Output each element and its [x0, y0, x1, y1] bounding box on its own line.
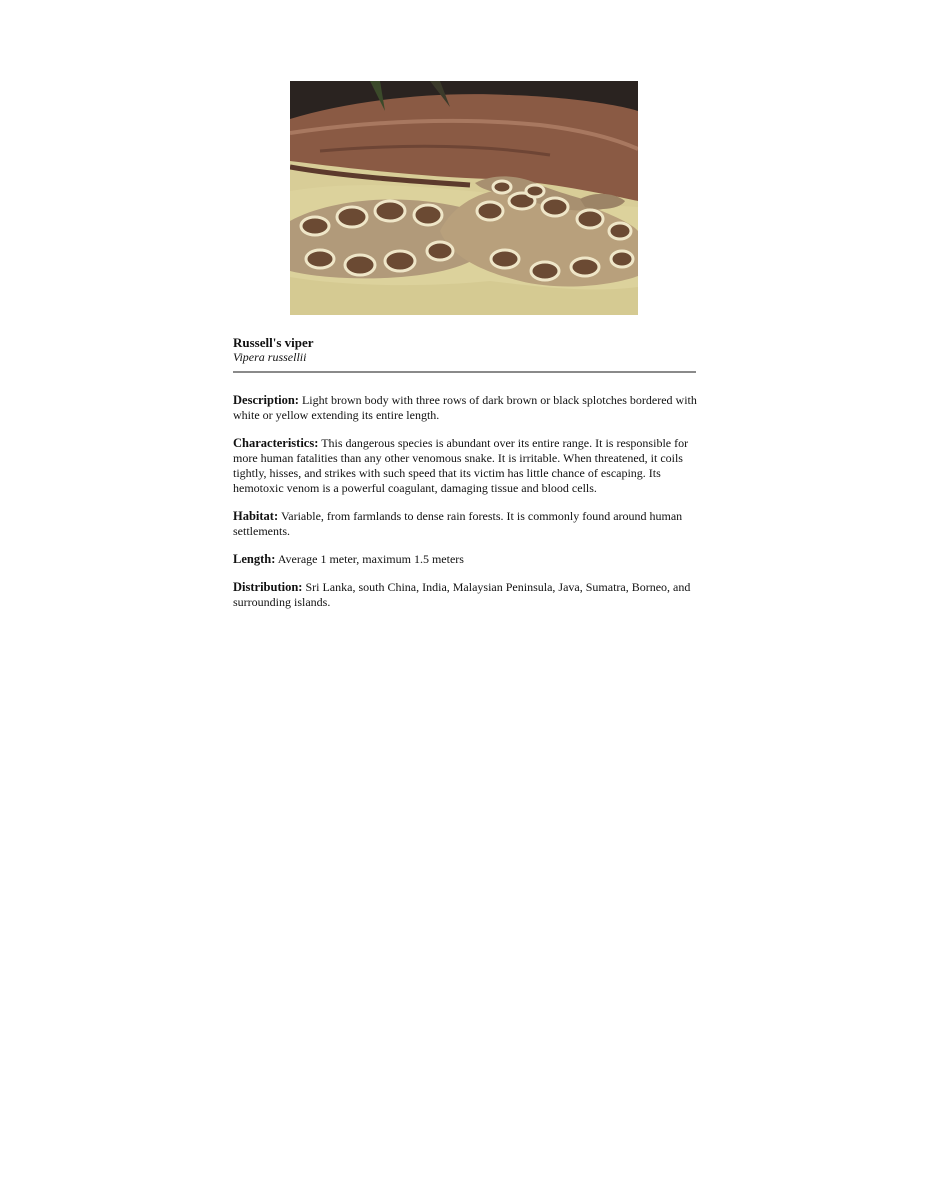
header-divider — [233, 371, 696, 373]
habitat-text: Variable, from farmlands to dense rain forests. It is commonly found around human settlements. — [233, 509, 683, 538]
description-label: Description: — [233, 393, 299, 407]
snake-photo — [290, 81, 638, 315]
distribution-text: Sri Lanka, south China, India, Malaysian Peninsula, Java, Sumatra, Borneo, and surrounding islands. — [233, 580, 691, 609]
habitat-paragraph — [233, 509, 698, 539]
length-text: Average 1 meter, maximum 1.5 meters — [277, 552, 464, 566]
length-paragraph — [233, 552, 698, 567]
scientific-name: Vipera russellii — [233, 350, 307, 364]
characteristics-paragraph — [233, 436, 698, 496]
distribution-paragraph — [233, 580, 698, 610]
habitat-label: Habitat: — [233, 509, 279, 523]
characteristics-text: This dangerous species is abundant over its entire range. It is responsible for more human fatalities than any other venomous snake. It is irritable. When threatened, it coils tightly, hisses, and strikes with such speed that its victim has little chance of escaping. Its hemotoxic venom is a powerful coagulant, damaging tissue and blood cells. — [233, 436, 689, 495]
species-header — [233, 335, 696, 364]
description-paragraph — [233, 393, 698, 423]
snake-photo-graphic — [290, 81, 638, 315]
description-text: Light brown body with three rows of dark brown or black splotches bordered with white or yellow extending its entire length. — [233, 393, 697, 422]
common-name: Russell's viper — [233, 335, 314, 350]
species-details — [233, 393, 698, 623]
length-label: Length: — [233, 552, 276, 566]
distribution-label: Distribution: — [233, 580, 303, 594]
characteristics-label: Characteristics: — [233, 436, 319, 450]
